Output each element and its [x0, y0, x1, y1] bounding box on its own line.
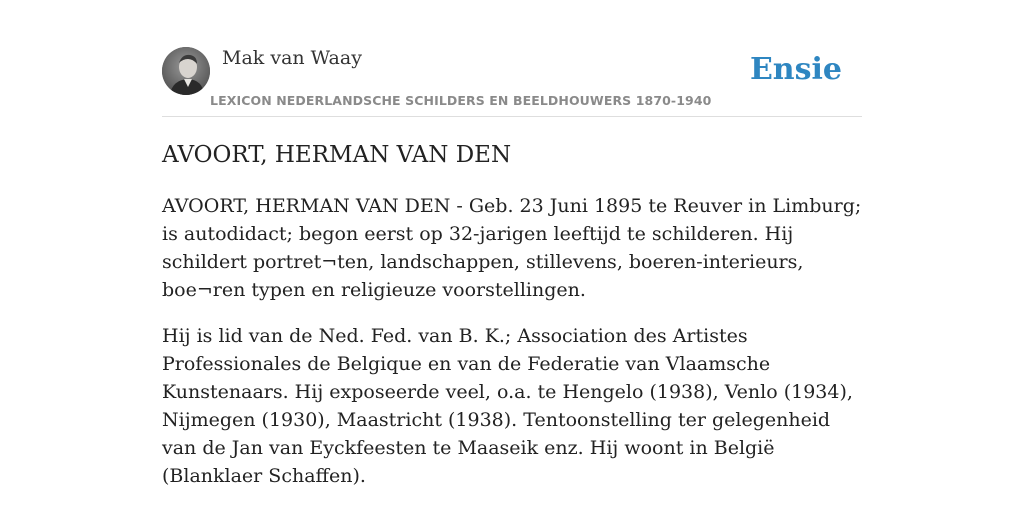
author-avatar[interactable] [162, 47, 210, 95]
article-body [162, 192, 862, 508]
lexicon-title[interactable]: LEXICON NEDERLANDSCHE SCHILDERS EN BEELDHOUWERS 1870-1940 [210, 93, 712, 108]
author-portrait-icon [162, 47, 210, 95]
ensie-logo[interactable]: Ensie [749, 52, 842, 87]
page-header [162, 46, 862, 117]
article-paragraph: Hij is lid van de Ned. Fed. van B. K.; Association des Artistes Professionales de Belgique en van de Federatie van Vlaamsche Kunstenaars. Hij exposeerde veel, o.a. te Hengelo (1938), Venlo (1934), Nijmegen (1930), Maastricht (1938). Tentoonstelling ter gelegenheid van de Jan van Eyckfeesten te Maaseik enz. Hij woont in België (Blanklaer Schaffen). [162, 325, 853, 487]
article-title: AVOORT, HERMAN VAN DEN [162, 142, 512, 168]
article-paragraph: AVOORT, HERMAN VAN DEN - Geb. 23 Juni 1895 te Reuver in Limburg; is autodidact; begon eerst op 32-jarigen leeftijd te schilderen. Hij schildert portret¬ten, landschappen, stillevens, boeren-interieurs, boe¬ren typen en religieuze voorstellingen. [162, 195, 862, 301]
author-name[interactable]: Mak van Waay [222, 47, 362, 69]
